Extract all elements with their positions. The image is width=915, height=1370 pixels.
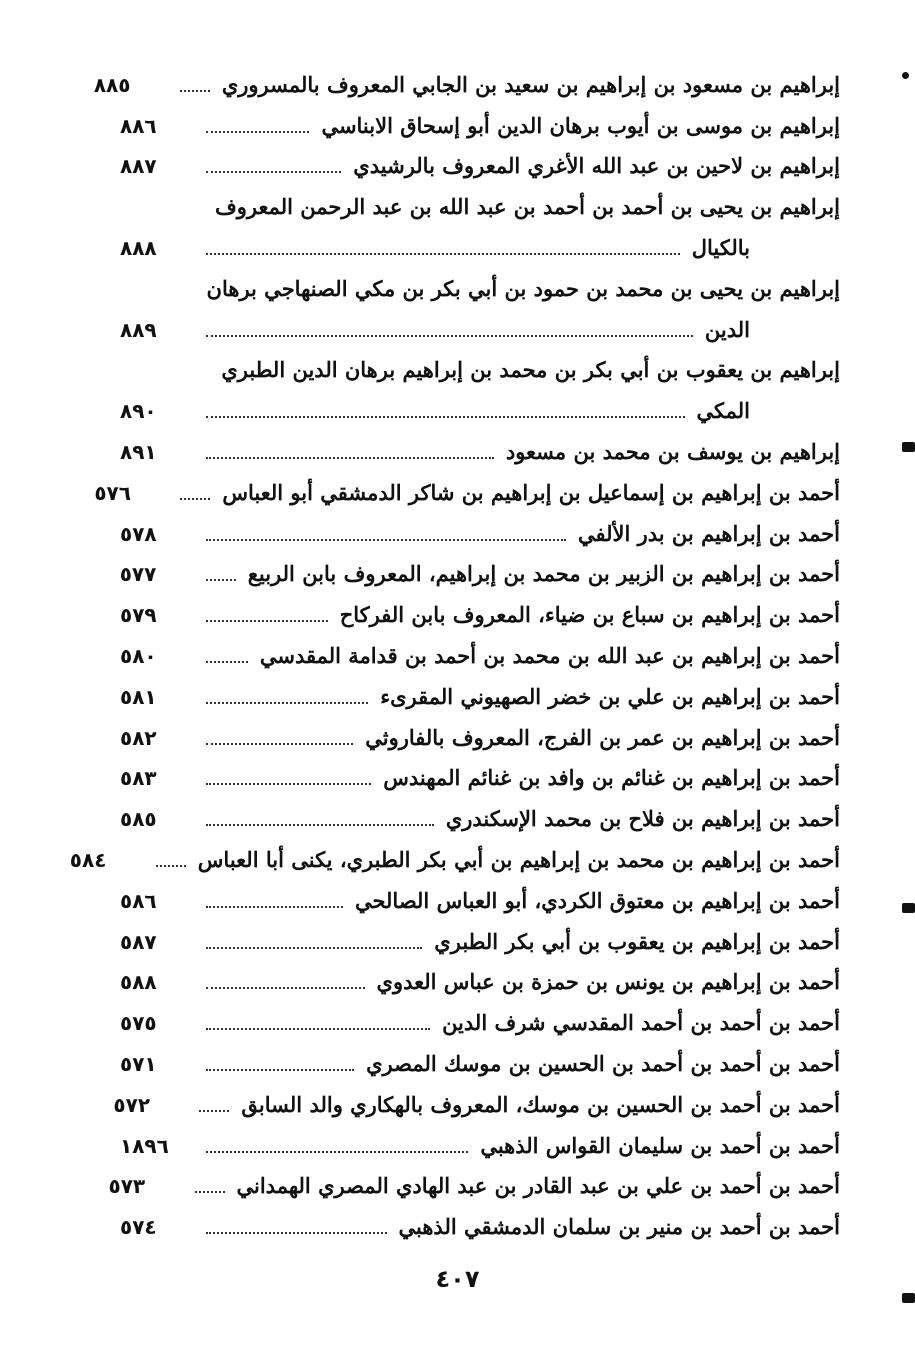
scan-mark [902, 442, 915, 452]
scan-mark [902, 903, 915, 913]
entry-name: أحمد بن أحمد بن سليمان القواس الذهبي [480, 1132, 840, 1158]
dot-leader [206, 538, 566, 541]
index-entry [120, 711, 840, 752]
index-entry [120, 140, 840, 181]
index-entry [120, 99, 840, 140]
dot-leader [206, 1150, 468, 1153]
entry-name: أحمد بن إبراهيم بن فلاح بن محمد الإسكندري [445, 806, 840, 832]
entry-name: أحمد بن إبراهيم بن بدر الألفي [577, 520, 840, 546]
dot-leader [206, 986, 365, 989]
entry-name: إبراهيم بن يوسف بن محمد بن مسعود [505, 438, 840, 464]
entry-page-number: ٥٨٦ [120, 888, 157, 913]
entry-name: أحمد بن إبراهيم بن معتوق الكردي، أبو العباس الصالحي [354, 887, 840, 913]
dot-leader [206, 1231, 387, 1234]
index-entry [120, 915, 840, 956]
entry-page-number: ٥٨١ [120, 684, 157, 709]
entry-page-number: ٥٨٠ [120, 643, 157, 668]
dot-leader [206, 946, 422, 949]
dot-leader [206, 252, 680, 255]
index-entry [120, 262, 840, 344]
scan-mark [902, 1293, 915, 1303]
entry-name: بالكيال [691, 234, 750, 260]
dot-leader [206, 170, 341, 173]
index-entry [93, 58, 840, 99]
entry-name: أحمد بن إبراهيم بن الزبير بن محمد بن إبراهيم، المعروف بابن الربيع [247, 561, 840, 587]
index-entry [108, 1160, 840, 1201]
index-entry [120, 344, 840, 426]
dot-leader [206, 905, 343, 908]
dot-leader [206, 334, 693, 337]
dot-leader [206, 782, 371, 785]
entry-name: أحمد بن إبراهيم بن غنائم بن وافد بن غنائم المهندس [383, 765, 840, 791]
index-entry [120, 425, 840, 466]
dot-leader [206, 578, 236, 581]
dot-leader [195, 1190, 225, 1193]
entry-name: الدين [704, 316, 750, 342]
dot-leader [180, 89, 210, 92]
dot-leader [206, 619, 328, 622]
dot-leader [206, 823, 434, 826]
index-entry [120, 588, 840, 629]
entry-page-number: ٥٨٤ [69, 847, 107, 872]
dot-leader [206, 1027, 430, 1030]
index-entries [69, 58, 840, 1241]
dot-leader [206, 1068, 354, 1071]
index-entry [120, 792, 840, 833]
dot-leader [199, 1109, 229, 1112]
entry-page-number: ٥٧٤ [120, 1215, 157, 1240]
dot-leader [206, 130, 309, 133]
index-entry [120, 629, 840, 670]
dot-leader [156, 864, 186, 867]
index-entry [120, 1200, 840, 1241]
entry-page-number: ٥٧٦ [94, 480, 131, 505]
entry-page-number: ٥٨٨ [120, 970, 157, 995]
entry-name: إبراهيم بن مسعود بن إبراهيم بن سعيد بن الجابي المعروف بالمسروري [221, 71, 840, 97]
entry-page-number: ٨٩١ [120, 439, 157, 464]
entry-page-number: ٥٧٩ [120, 603, 157, 628]
entry-name: أحمد بن أحمد بن أحمد بن الحسين بن موسك المصري [366, 1050, 840, 1076]
entry-page-number: ٥٧٢ [113, 1092, 151, 1117]
index-entry [120, 1119, 840, 1160]
index-entry [120, 874, 840, 915]
entry-page-number: ٨٨٥ [93, 72, 131, 97]
entry-page-number: ٥٧٣ [108, 1174, 146, 1199]
entry-page-number: ٥٧٨ [120, 521, 157, 546]
entry-page-number: ٥٧٥ [120, 1011, 157, 1036]
index-entry [120, 1037, 840, 1078]
entry-name: أحمد بن إبراهيم بن إسماعيل بن إبراهيم بن شاكر الدمشقي أبو العباس [222, 479, 840, 505]
entry-first-line: إبراهيم بن يعقوب بن أبي بكر بن محمد بن إبراهيم برهان الدين الطبري [221, 357, 840, 383]
entry-page-number: ٨٨٩ [120, 317, 157, 342]
entry-name: أحمد بن إبراهيم بن علي بن خضر الصهيوني المقرىء [380, 683, 840, 709]
index-entry [94, 466, 840, 507]
entry-page-number: ٥٧١ [120, 1051, 157, 1076]
index-entry [113, 1078, 840, 1119]
entry-page-number: ٥٨٥ [120, 807, 157, 832]
dot-leader [180, 497, 210, 500]
entry-page-number: ٥٨٧ [120, 929, 157, 954]
dot-leader [206, 742, 353, 745]
scan-mark [902, 72, 909, 79]
index-entry [120, 180, 840, 262]
dot-leader [206, 660, 248, 663]
dot-leader [206, 415, 685, 418]
entry-name: أحمد بن أحمد بن منير بن سلمان الدمشقي الذهبي [398, 1214, 840, 1240]
entry-name: المكي [696, 398, 750, 424]
index-entry [120, 670, 840, 711]
index-entry [120, 548, 840, 589]
entry-name: أحمد بن إبراهيم بن عمر بن الفرج، المعروف بالفاروثي [365, 724, 840, 750]
index-entry [120, 956, 840, 997]
entry-name: أحمد بن أحمد بن أحمد المقدسي شرف الدين [442, 1010, 840, 1036]
entry-first-line: إبراهيم بن يحيى بن محمد بن حمود بن أبي بكر بن مكي الصنهاجي برهان [206, 275, 840, 301]
entry-name: أحمد بن إبراهيم بن يونس بن حمزة بن عباس العدوي [376, 969, 840, 995]
entry-name: أحمد بن أحمد بن علي بن عبد القادر بن عبد الهادي المصري الهمداني [236, 1173, 840, 1199]
entry-page-number: ٨٩٠ [120, 399, 157, 424]
entry-page-number: ١٨٩٦ [120, 1133, 169, 1158]
entry-page-number: ٥٧٧ [119, 562, 157, 587]
entry-page-number: ٨٨٦ [120, 113, 157, 138]
entry-first-line: إبراهيم بن يحيى بن أحمد بن أحمد بن عبد الله بن عبد الرحمن المعروف [214, 194, 840, 220]
entry-page-number: ٨٨٧ [120, 154, 157, 179]
entry-name: أحمد بن إبراهيم بن يعقوب بن أبي بكر الطبري [434, 928, 840, 954]
entry-name: أحمد بن إبراهيم بن سباع بن ضياء، المعروف بابن الفركاح [339, 602, 840, 628]
entry-name: أحمد بن أحمد بن الحسين بن موسك، المعروف بالهكاري والد السابق [241, 1091, 840, 1117]
entry-name: إبراهيم بن موسى بن أيوب برهان الدين أبو إسحاق الابناسي [321, 112, 840, 138]
entry-name: أحمد بن إبراهيم بن عبد الله بن محمد بن أحمد بن قدامة المقدسي [259, 642, 840, 668]
index-entry [120, 507, 840, 548]
entry-page-number: ٥٨٣ [120, 766, 157, 791]
index-entry [120, 752, 840, 793]
dot-leader [206, 456, 494, 459]
index-entry [69, 833, 840, 874]
entry-name: إبراهيم بن لاحين بن عبد الله الأغري المعروف بالرشيدي [353, 153, 840, 179]
entry-page-number: ٨٨٨ [120, 235, 157, 260]
page-number: ٤٠٧ [435, 1265, 480, 1293]
index-entry [120, 996, 840, 1037]
dot-leader [206, 701, 368, 704]
entry-page-number: ٥٨٢ [120, 725, 157, 750]
entry-name: أحمد بن إبراهيم بن محمد بن إبراهيم بن أبي بكر الطبري، يكنى أبا العباس [197, 846, 840, 872]
